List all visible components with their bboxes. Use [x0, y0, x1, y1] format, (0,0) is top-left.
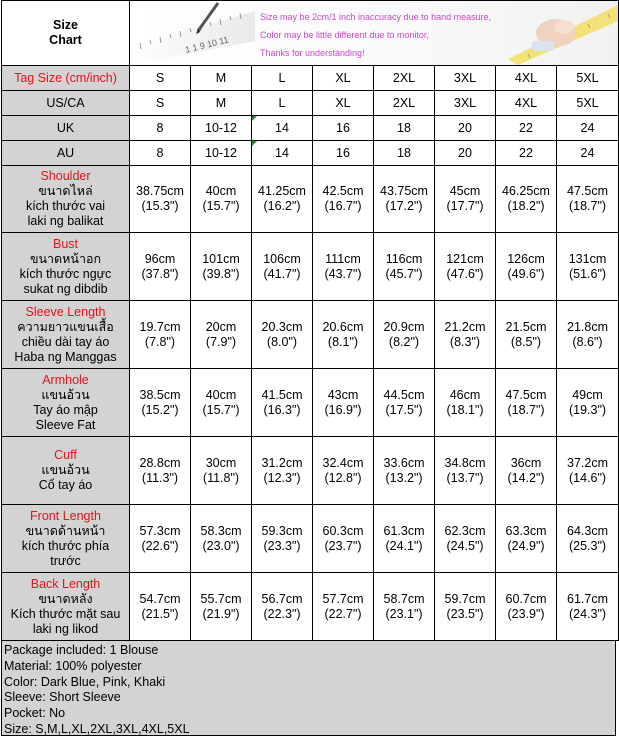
cm-value: 37.2cm [567, 455, 608, 470]
cm-value: 60.3cm [322, 523, 364, 538]
inch-value: (47.6") [446, 266, 484, 281]
measurement-cell [313, 233, 374, 301]
cm-value: 59.7cm [444, 591, 486, 606]
conversion-cell: 10-12 [191, 116, 252, 141]
measurement-cell [374, 301, 435, 369]
inch-value: (16.2") [263, 199, 301, 213]
measurement-name: Shoulder [40, 169, 91, 183]
inch-value: (23.1") [385, 606, 423, 621]
pocket-info: Pocket: No [4, 706, 66, 721]
inch-value: (22.6") [141, 538, 179, 553]
cm-value: 28.8cm [139, 455, 181, 470]
cm-value: 42.5cm [322, 184, 364, 198]
measurement-cell [435, 573, 496, 641]
measurement-row [2, 369, 619, 437]
measurement-cell [191, 369, 252, 437]
measurement-row [2, 301, 619, 369]
measurement-name: Cuff [54, 448, 77, 462]
measurement-cell [130, 233, 191, 301]
cm-value: 62.3cm [444, 523, 486, 538]
measurement-cell [374, 233, 435, 301]
conversion-cell: S [130, 91, 191, 116]
cm-value: 58.7cm [383, 591, 425, 606]
measurement-translation: kích thước phía [21, 538, 110, 553]
measurement-label [2, 573, 130, 641]
size-header-cell: XL [313, 66, 374, 91]
size-chart-table [1, 0, 619, 641]
inch-value: (24.9") [507, 538, 545, 553]
inch-value: (23.3") [263, 538, 301, 553]
measurement-cell [313, 166, 374, 233]
measurement-cell [374, 573, 435, 641]
inch-value: (24.5") [446, 538, 484, 553]
measurement-cell [435, 301, 496, 369]
measurement-cell [191, 233, 252, 301]
measurement-translation: laki ng balikat [27, 214, 104, 228]
hand-tape-icon [508, 1, 618, 65]
inch-value: (18.1") [446, 402, 484, 417]
cm-value: 60.7cm [505, 591, 547, 606]
conversion-row-us [2, 91, 619, 116]
product-info [1, 641, 616, 736]
inch-value: (16.3") [263, 402, 301, 417]
measurement-label [2, 369, 130, 437]
measurement-cell [313, 505, 374, 573]
inch-value: (21.9") [202, 606, 240, 621]
inch-value: (23.0") [202, 538, 240, 553]
cm-value: 45cm [449, 184, 481, 198]
size-list-info: Size: S,M,L,XL,2XL,3XL,4XL,5XL [4, 721, 190, 736]
measurement-cell [191, 505, 252, 573]
cm-value: 31.2cm [261, 455, 303, 470]
measurement-translation: trước [50, 553, 81, 568]
inch-value: (23.5") [446, 606, 484, 621]
inch-value: (24.3") [568, 606, 607, 621]
cm-value: 40cm [205, 184, 237, 198]
inch-value: (7.8") [144, 334, 176, 349]
measurement-translation: Tay áo mập [33, 402, 98, 417]
measurement-translation: ขนาดด้านหน้า [25, 523, 106, 538]
inch-value: (11.3") [141, 470, 179, 485]
inch-value: (16.7") [324, 199, 362, 213]
inch-value: (12.3") [263, 470, 301, 485]
measurement-label [2, 301, 130, 369]
inch-value: (39.8") [202, 266, 240, 281]
cm-value: 47.5cm [567, 184, 608, 198]
measurement-cell [557, 573, 619, 641]
measurement-translation: แขนอ้วน [41, 463, 90, 477]
measurement-cell [496, 505, 557, 573]
measurement-cell [191, 437, 252, 505]
measurement-cell [252, 437, 313, 505]
measurement-cell [496, 233, 557, 301]
color-note: Color may be little different due to monitor, [260, 30, 429, 40]
ruler-digits: 1 1 9 10 11 [184, 34, 230, 55]
cm-value: 43.75cm [380, 184, 428, 198]
inch-value: (14.2") [507, 470, 545, 485]
measurement-cell [130, 369, 191, 437]
size-header-cell: 5XL [557, 66, 619, 91]
thanks-note: Thanks for understanding! [260, 48, 365, 58]
conversion-cell: 18 [374, 116, 435, 141]
inch-value: (12.8") [324, 470, 362, 485]
inch-value: (49.6") [507, 266, 545, 281]
measurement-name: Sleeve Length [25, 304, 106, 319]
conversion-cell: L [252, 91, 313, 116]
measurement-cell [557, 505, 619, 573]
inch-value: (24.1") [385, 538, 423, 553]
measurement-translation: ขนาดไหล่ [38, 184, 93, 198]
measurement-cell [130, 301, 191, 369]
measurement-cell [130, 505, 191, 573]
cm-value: 41.5cm [261, 387, 303, 402]
measurement-cell [435, 505, 496, 573]
measurement-label [2, 233, 130, 301]
measurement-cell [313, 573, 374, 641]
measurement-cell [252, 505, 313, 573]
cm-value: 40cm [205, 387, 237, 402]
inch-value: (22.3") [263, 606, 301, 621]
inch-value: (17.5") [385, 402, 423, 417]
cell-comment-marker [252, 141, 257, 146]
cm-value: 106cm [263, 251, 301, 266]
cm-value: 111cm [325, 251, 361, 266]
cm-value: 101cm [202, 251, 240, 266]
measurement-cell [435, 233, 496, 301]
cm-value: 43cm [327, 387, 359, 402]
measurement-cell [557, 233, 619, 301]
cm-value: 38.75cm [136, 184, 184, 198]
inch-value: (51.6") [568, 266, 607, 281]
header-banner [130, 1, 619, 66]
ruler-pencil-icon [130, 1, 255, 65]
measurement-translation: ความยาวแขนเสื้อ [17, 319, 114, 334]
cm-value: 46.25cm [502, 184, 550, 198]
conversion-cell: 22 [496, 116, 557, 141]
measurement-translation: laki ng likod [32, 621, 99, 636]
conversion-cell: XL [313, 91, 374, 116]
measurement-cell [496, 166, 557, 233]
measurement-translation: ขนาดหน้าอก [29, 251, 102, 266]
conversion-cell: 16 [313, 116, 374, 141]
cm-value: 56.7cm [261, 591, 303, 606]
measurement-cell [496, 301, 557, 369]
cm-value: 55.7cm [200, 591, 242, 606]
color-info: Color: Dark Blue, Pink, Khaki [4, 674, 166, 689]
measurement-cell [313, 437, 374, 505]
measurement-translation: sukat ng dibdib [23, 281, 108, 296]
measurement-row [2, 233, 619, 301]
cm-value: 54.7cm [139, 591, 181, 606]
size-header-cell: 2XL [374, 66, 435, 91]
cm-value: 36cm [510, 455, 542, 470]
conversion-cell: 4XL [496, 91, 557, 116]
cm-value: 64.3cm [567, 523, 608, 538]
cm-value: 20cm [205, 319, 237, 334]
measurement-cell [252, 369, 313, 437]
measurement-cell [374, 437, 435, 505]
conversion-row-au [2, 141, 619, 166]
measurement-cell [374, 369, 435, 437]
conversion-label: AU [2, 141, 130, 166]
measurement-cell [130, 437, 191, 505]
measurement-cell [557, 166, 619, 233]
cm-value: 47.5cm [505, 387, 547, 402]
cm-value: 46cm [449, 387, 481, 402]
cm-value: 131cm [568, 251, 607, 266]
measurement-cell [252, 233, 313, 301]
measurement-row [2, 505, 619, 573]
conversion-cell: 20 [435, 141, 496, 166]
cm-value: 44.5cm [383, 387, 425, 402]
measurement-label [2, 437, 130, 505]
package-info: Package included: 1 Blouse [4, 643, 159, 657]
cm-value: 58.3cm [200, 523, 242, 538]
conversion-cell: 2XL [374, 91, 435, 116]
cm-value: 57.3cm [139, 523, 181, 538]
size-header-cell: 3XL [435, 66, 496, 91]
measurement-translation: chiều dài tay áo [21, 334, 110, 349]
inch-value: (14.6") [568, 470, 607, 485]
inch-value: (13.2") [385, 470, 423, 485]
cm-value: 61.3cm [383, 523, 425, 538]
measurement-cell [557, 437, 619, 505]
conversion-cell: 14 [252, 116, 313, 141]
cm-value: 20.6cm [322, 319, 364, 334]
inch-value: (11.8") [202, 470, 240, 485]
conversion-cell: M [191, 91, 252, 116]
cm-value: 41.25cm [258, 184, 306, 198]
inch-value: (7.9") [205, 334, 237, 349]
measurement-cell [496, 437, 557, 505]
cm-value: 20.3cm [261, 319, 303, 334]
measurement-translation: Kích thước mặt sau [10, 606, 121, 621]
measurement-translation: ขนาดหลัง [38, 591, 93, 606]
inch-value: (37.8") [141, 266, 179, 281]
cm-value: 121cm [446, 251, 484, 266]
cm-value: 63.3cm [505, 523, 547, 538]
cm-value: 34.8cm [444, 455, 486, 470]
inch-value: (18.7") [507, 402, 545, 417]
conversion-cell: 16 [313, 141, 374, 166]
inch-value: (22.7") [324, 606, 362, 621]
conversion-cell: 14 [252, 141, 313, 166]
inch-value: (23.9") [507, 606, 545, 621]
sleeve-info: Sleeve: Short Sleeve [4, 690, 121, 705]
measurement-cell [435, 437, 496, 505]
cm-value: 21.5cm [505, 319, 547, 334]
cm-value: 32.4cm [322, 455, 364, 470]
inch-value: (18.2") [507, 199, 545, 213]
cm-value: 19.7cm [139, 319, 181, 334]
measurement-name: Back Length [30, 576, 101, 591]
measurement-cell [252, 573, 313, 641]
size-header-cell: L [252, 66, 313, 91]
conversion-cell: 18 [374, 141, 435, 166]
cm-value: 96cm [144, 251, 176, 266]
cm-value: 20.9cm [383, 319, 425, 334]
conversion-label: UK [2, 116, 130, 141]
measurement-translation: Cổ tay áo [38, 478, 93, 492]
measure-banner [130, 1, 618, 65]
conversion-cell: 20 [435, 116, 496, 141]
inch-value: (19.3") [568, 402, 607, 417]
cm-value: 21.8cm [567, 319, 608, 334]
material-info: Material: 100% polyester [4, 658, 142, 673]
inch-value: (8.5") [510, 334, 542, 349]
measurement-translation: Haba ng Manggas [14, 349, 117, 364]
cm-value: 38.5cm [139, 387, 181, 402]
conversion-cell: 10-12 [191, 141, 252, 166]
measurement-name: Armhole [42, 372, 89, 387]
inch-value: (25.3") [568, 538, 607, 553]
header-row [2, 1, 619, 66]
cm-value: 59.3cm [261, 523, 303, 538]
cm-value: 33.6cm [383, 455, 425, 470]
inch-value: (8.0") [266, 334, 298, 349]
size-header-cell: M [191, 66, 252, 91]
inch-value: (13.7") [446, 470, 484, 485]
conversion-cell: 8 [130, 116, 191, 141]
inaccuracy-note: Size may be 2cm/1 inch inaccuracy due to hand measure, [260, 12, 492, 22]
inch-value: (15.2") [141, 402, 179, 417]
inch-value: (15.7") [202, 199, 240, 213]
measurement-row [2, 166, 619, 233]
inch-value: (15.7") [202, 402, 240, 417]
measurement-cell [557, 369, 619, 437]
measurement-cell [374, 166, 435, 233]
measurement-cell [252, 166, 313, 233]
inch-value: (18.7") [568, 199, 607, 213]
measurement-cell [191, 301, 252, 369]
cm-value: 30cm [205, 455, 237, 470]
cm-value: 49cm [572, 387, 603, 402]
inch-value: (45.7") [385, 266, 423, 281]
tag-size-row [2, 66, 619, 91]
measurement-cell [191, 573, 252, 641]
measurement-row [2, 573, 619, 641]
measurement-translation: Sleeve Fat [35, 417, 96, 432]
measurement-name: Front Length [30, 508, 101, 523]
conversion-cell: 3XL [435, 91, 496, 116]
measurement-cell [435, 166, 496, 233]
conversion-cell: 5XL [557, 91, 619, 116]
measurement-translation: แขนอ้วน [41, 387, 90, 402]
measurement-cell [130, 573, 191, 641]
measurement-label [2, 505, 130, 573]
inch-value: (8.2") [388, 334, 420, 349]
measurement-cell [496, 369, 557, 437]
inch-value: (23.7") [324, 538, 362, 553]
measurement-cell [557, 301, 619, 369]
measurement-name: Bust [52, 236, 78, 251]
inch-value: (21.5") [141, 606, 179, 621]
cm-value: 126cm [507, 251, 545, 266]
conversion-cell: 24 [557, 141, 619, 166]
size-header-cell: S [130, 66, 191, 91]
cm-value: 57.7cm [322, 591, 364, 606]
cell-comment-marker [252, 116, 257, 121]
measurement-translation: kích thước ngực [19, 266, 112, 281]
measurement-cell [313, 369, 374, 437]
size-chart-title: Size Chart [2, 1, 130, 66]
conversion-cell: 8 [130, 141, 191, 166]
inch-value: (17.2") [385, 199, 423, 213]
measurement-cell [252, 301, 313, 369]
inch-value: (43.7") [324, 266, 362, 281]
measurement-rows [2, 166, 619, 641]
cm-value: 61.7cm [567, 591, 608, 606]
size-header-cell: 4XL [496, 66, 557, 91]
measurement-translation: kích thước vai [25, 199, 106, 213]
conversion-cell: 22 [496, 141, 557, 166]
inch-value: (8.6") [572, 334, 603, 349]
cm-value: 116cm [385, 251, 423, 266]
measurement-cell [435, 369, 496, 437]
conversion-row-uk [2, 116, 619, 141]
conversion-label: US/CA [2, 91, 130, 116]
inch-value: (15.3") [141, 199, 179, 213]
inch-value: (8.1") [327, 334, 359, 349]
inch-value: (8.3") [449, 334, 481, 349]
inch-value: (17.7") [446, 199, 484, 213]
inch-value: (41.7") [263, 266, 301, 281]
measurement-cell [130, 166, 191, 233]
measurement-cell [496, 573, 557, 641]
conversion-cell: 24 [557, 116, 619, 141]
measurement-label [2, 166, 130, 233]
cm-value: 21.2cm [444, 319, 486, 334]
measurement-cell [313, 301, 374, 369]
measurement-row [2, 437, 619, 505]
tag-size-label: Tag Size (cm/inch) [2, 66, 130, 91]
measurement-cell [374, 505, 435, 573]
measurement-cell [191, 166, 252, 233]
inch-value: (16.9") [324, 402, 362, 417]
